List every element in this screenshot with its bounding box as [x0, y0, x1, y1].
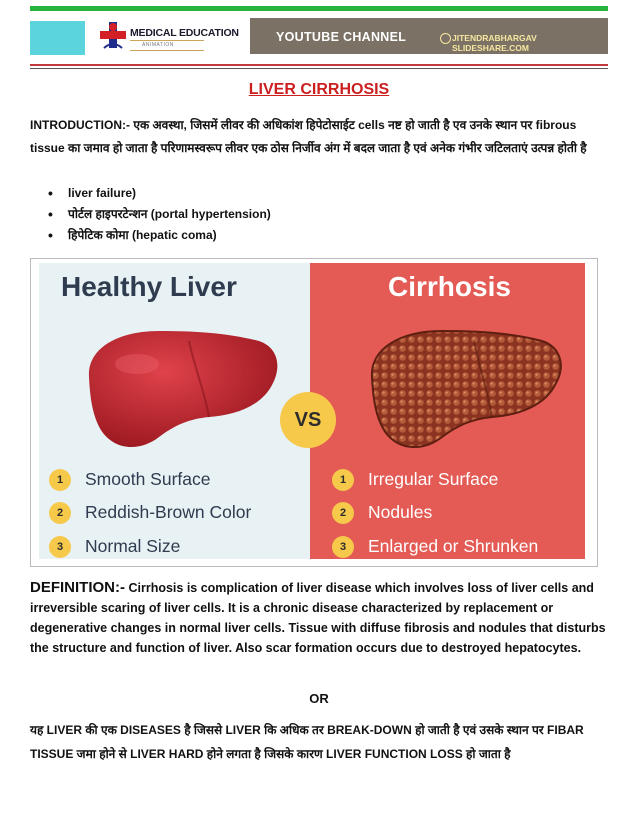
- medical-cross-icon: [98, 20, 128, 54]
- cirrhosis-panel: [310, 263, 585, 559]
- globe-icon: [440, 33, 451, 44]
- or-separator: OR: [309, 691, 329, 706]
- healthy-feature-1: [49, 467, 210, 491]
- cirrhosis-feature-3: [332, 534, 538, 558]
- definition-paragraph: [30, 578, 610, 658]
- feature-label: Smooth Surface: [85, 469, 211, 489]
- page-title: LIVER CIRRHOSIS: [248, 81, 390, 98]
- feature-label: Enlarged or Shrunken: [368, 536, 539, 556]
- feature-number: 1: [49, 469, 71, 491]
- introduction-paragraph: INTRODUCTION:- एक अवस्था, जिसमें लीवर की अधिकांश हिपेटोसाईट cells नष्ट हो जाती है एव उनके स्थान पर fibrous tissue का जमाव हो जाता है परिणामस्वरूप लीवर एक ठोस निर्जीव अंग में बदल जाता है एवं अनेक गंभीर जटिलताएं उत्पन्न होती है: [30, 118, 587, 155]
- list-item: • पोर्टल हाइपरटेन्शन (portal hypertension): [48, 205, 568, 226]
- vs-badge: VS: [280, 392, 336, 448]
- channel-logo: [90, 18, 250, 62]
- definition-text: Cirrhosis is complication of liver disease which involves loss of liver cells and irreversible scaring of liver cells. It is a chronic disease characterized by replacement or degenerative changes in normal liver cells. Tissue with diffuse fibrosis and nodules that disturbs the structure and function of liver. Also scar formation occurs due to destroyed hepatocytes.: [30, 581, 606, 655]
- cirrhosis-feature-2: [332, 500, 432, 524]
- feature-number: 2: [49, 502, 71, 524]
- logo-title: MEDICAL EDUCATION: [130, 27, 239, 39]
- healthy-liver-panel: [39, 263, 310, 559]
- feature-number: 2: [332, 502, 354, 524]
- header-banner: [30, 18, 608, 62]
- cirrhosis-feature-1: [332, 467, 498, 491]
- complications-list: [48, 184, 568, 247]
- banner-cyan-block: [30, 21, 85, 55]
- feature-number: 3: [332, 536, 354, 558]
- banner-gray-block: [250, 18, 608, 54]
- healthy-liver-illustration: [77, 319, 287, 459]
- feature-label: Reddish-Brown Color: [85, 502, 252, 522]
- healthy-liver-heading: Healthy Liver: [61, 271, 237, 302]
- cirrhosis-heading: Cirrhosis: [388, 271, 511, 302]
- feature-label: Irregular Surface: [368, 469, 499, 489]
- hindi-definition-paragraph: यह LIVER की एक DISEASES है जिससे LIVER कि अधिक तर BREAK-DOWN हो जाती है एवं उसके स्थान पर FIBAR TISSUE जमा होने से LIVER HARD होने लगता है जिसके कारण LIVER FUNCTION LOSS हो जाता है: [30, 723, 584, 761]
- feature-number: 3: [49, 536, 71, 558]
- list-item: • liver failure): [48, 184, 568, 205]
- feature-label: Normal Size: [85, 536, 181, 556]
- liver-comparison-figure: [30, 258, 598, 567]
- youtube-channel-label: YOUTUBE CHANNEL: [276, 30, 407, 44]
- feature-label: Nodules: [368, 502, 433, 522]
- header-divider: [30, 64, 608, 66]
- logo-subtitle: ANIMATION: [142, 42, 174, 48]
- header-divider-thin: [30, 68, 608, 69]
- header-top-line: [30, 6, 608, 11]
- healthy-feature-2: [49, 500, 251, 524]
- list-item: • हिपेटिक कोमा (hepatic coma): [48, 226, 568, 247]
- website-label: JITENDRABHARGAV SLIDESHARE.COM: [452, 33, 537, 53]
- definition-lead: DEFINITION:-: [30, 579, 125, 596]
- feature-number: 1: [332, 469, 354, 491]
- cirrhotic-liver-illustration: [362, 317, 572, 457]
- healthy-feature-3: [49, 534, 180, 558]
